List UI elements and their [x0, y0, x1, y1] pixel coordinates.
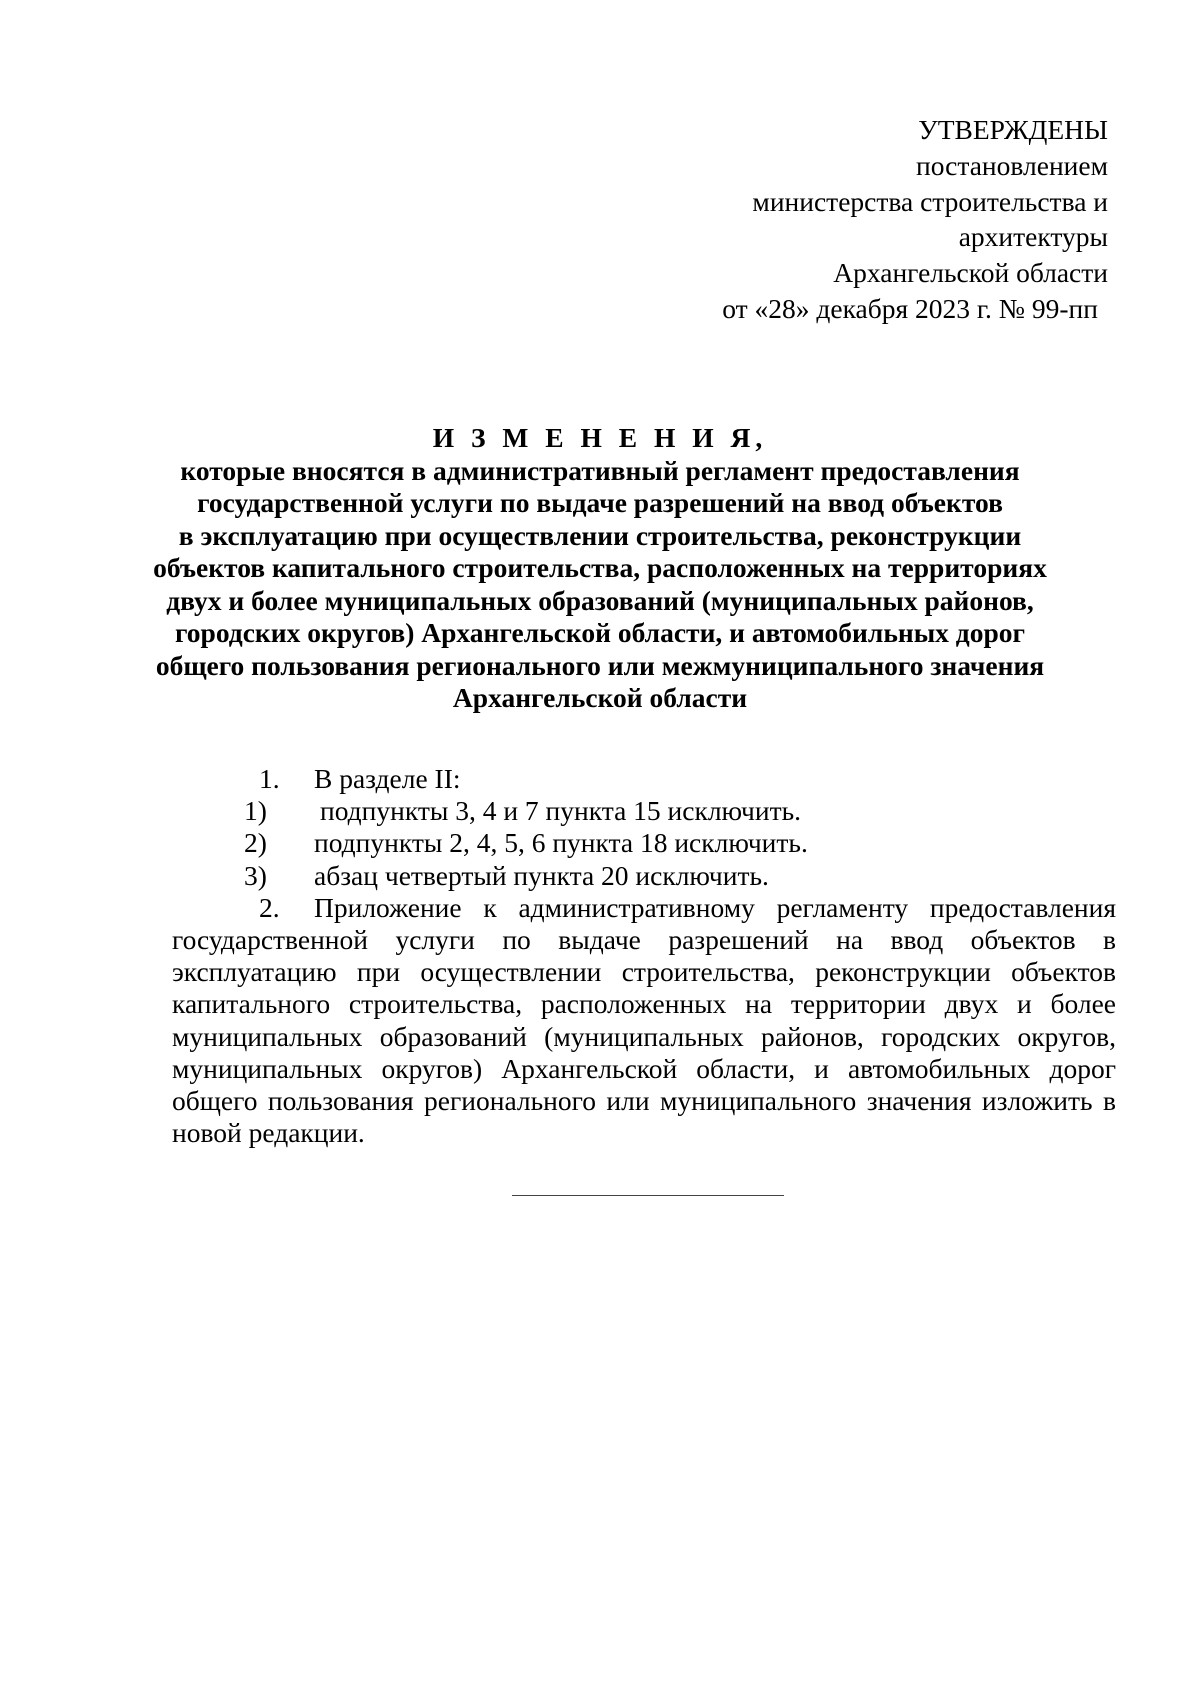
- list-item-2: [172, 892, 1116, 1150]
- heading-line: объектов капитального строительства, расположенных на территориях: [153, 552, 1047, 583]
- heading-line: которые вносятся в административный регламент предоставления: [180, 454, 1020, 486]
- sub-item-2: [172, 827, 1116, 859]
- approval-date-number: от «28» декабря 2023 г. № 99-пп: [722, 292, 1098, 324]
- document-body: [172, 763, 1116, 1149]
- sub-item-text: абзац четвертый пункта 20 исключить.: [314, 859, 769, 891]
- sub-item-number: 2): [244, 827, 267, 859]
- item-text: В разделе II:: [314, 763, 461, 794]
- sub-item-1: [172, 795, 1116, 827]
- approval-line-ministry: министерства строительства и: [752, 185, 1108, 217]
- list-item-1: [172, 763, 1116, 795]
- approval-block: [600, 112, 1108, 327]
- sub-item-number: 3): [244, 859, 267, 891]
- sub-item-number: 1): [244, 795, 267, 827]
- approval-title: УТВЕРЖДЕНЫ: [918, 114, 1108, 145]
- document-heading: [150, 422, 1050, 715]
- sub-item-text: подпункты 2, 4, 5, 6 пункта 18 исключить.: [314, 827, 808, 859]
- approval-line-region: Архангельской области: [833, 257, 1108, 289]
- item-number: 2.: [259, 891, 280, 923]
- sub-item-3: [172, 860, 1116, 892]
- document-title: И З М Е Н Е Н И Я,: [432, 422, 768, 453]
- heading-line: городских округов) Архангельской области, и автомобильных дорог: [175, 617, 1025, 648]
- approval-line-architecture: архитектуры: [958, 221, 1108, 253]
- item-number: 1.: [259, 763, 280, 794]
- heading-line: Архангельской области: [452, 682, 748, 713]
- heading-line: общего пользования регионального или межмуниципального значения: [155, 649, 1045, 681]
- heading-line: в эксплуатацию при осуществлении строительства, реконструкции: [178, 519, 1022, 551]
- separator-line: [512, 1195, 784, 1196]
- approval-line-decree: постановлением: [916, 149, 1108, 181]
- heading-line: двух и более муниципальных образований (муниципальных районов,: [166, 584, 1034, 616]
- heading-line: государственной услуги по выдаче разрешений на ввод объектов: [197, 487, 1003, 518]
- item-paragraph: Приложение к административному регламенту предоставления государственной услуги по выдаче разрешений на ввод объектов в эксплуатацию при осуществлении строительства, реконструкции объектов капитального строительства, расположенных на территории двух и более муниципальных образований (муниципальных районов, городских округов, муниципальных округов) Архангельской области, и автомобильных дорог общего пользования регионального или муниципального значения изложить в новой редакции.: [172, 891, 1116, 1149]
- sub-item-text: подпункты 3, 4 и 7 пункта 15 исключить.: [320, 795, 802, 827]
